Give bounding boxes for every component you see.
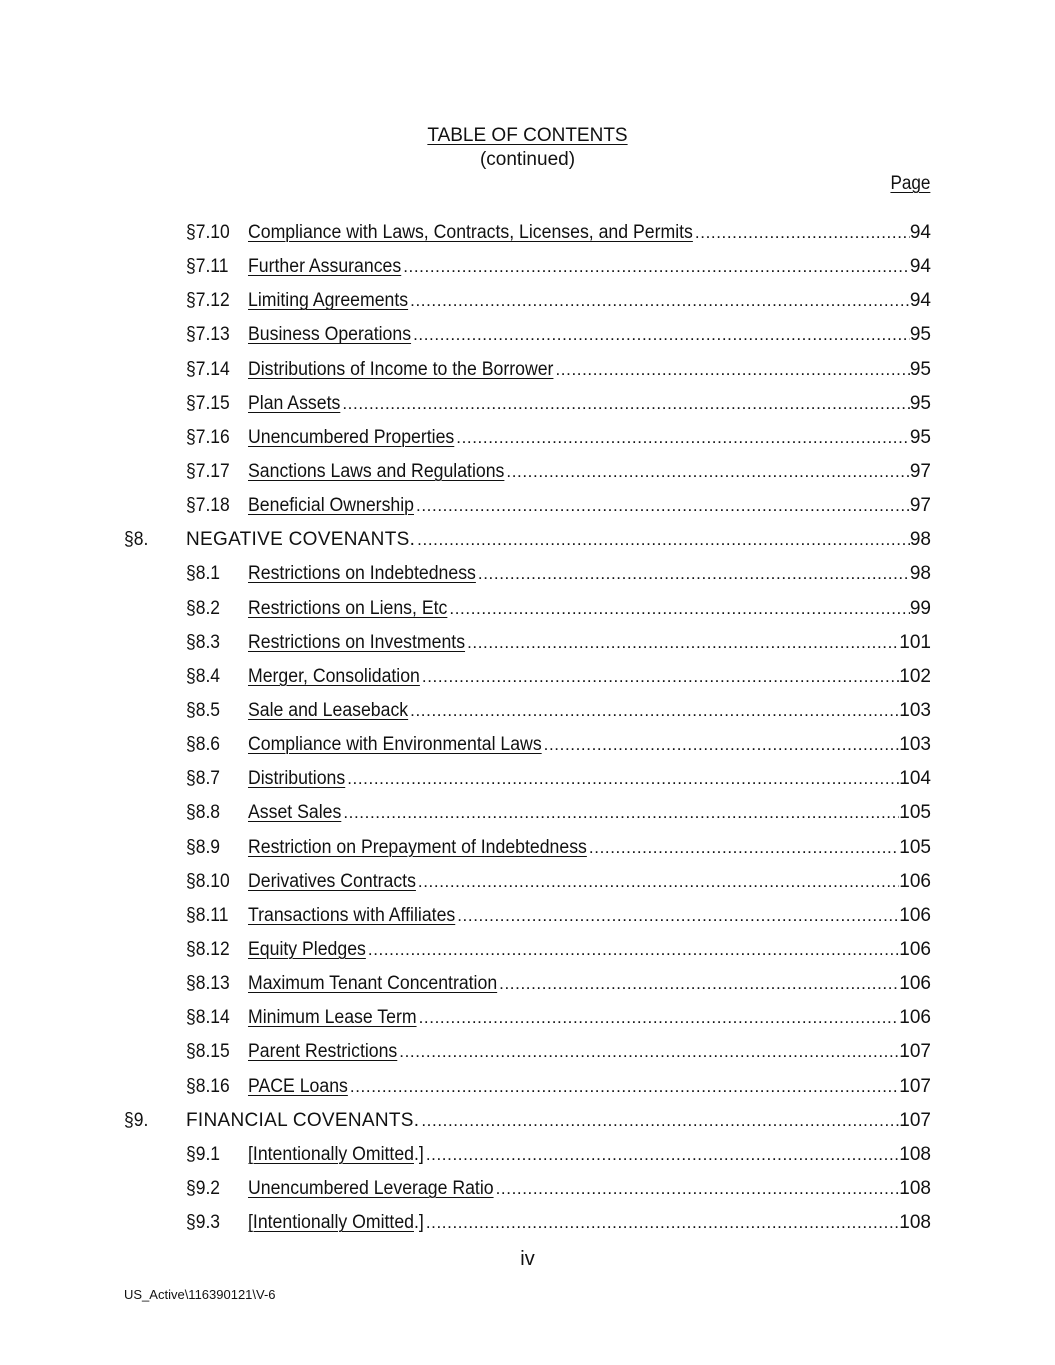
toc-article-entry[interactable] (124, 523, 931, 557)
section-title[interactable] (186, 1110, 419, 1132)
section-title-link[interactable]: Merger, Consolidation (248, 665, 420, 687)
page-reference: 102 (899, 665, 931, 687)
toc-section-entry[interactable] (124, 592, 931, 626)
toc-heading (0, 124, 1055, 172)
entry-body (248, 1041, 899, 1063)
section-title[interactable] (248, 222, 693, 244)
toc-subtitle: (continued) (479, 149, 576, 170)
dot-leader (496, 1179, 900, 1199)
dot-leader (457, 906, 899, 926)
section-number: §7.10 (186, 222, 230, 244)
toc-section-entry[interactable] (124, 284, 931, 318)
entry-body (248, 1212, 899, 1234)
page-reference: 108 (899, 1212, 931, 1234)
page-reference: 108 (899, 1178, 931, 1199)
section-number: §9. (124, 1109, 149, 1131)
entry-body (248, 666, 899, 688)
section-title-link[interactable]: Restrictions on Indebtedness (248, 563, 476, 585)
entry-body (248, 939, 899, 961)
entry-body (248, 359, 910, 381)
toc-section-entry[interactable] (124, 728, 931, 762)
section-title[interactable] (248, 1212, 424, 1234)
section-number: §7.13 (186, 324, 230, 346)
entry-body (248, 871, 899, 893)
entry-body (248, 1007, 899, 1029)
section-title[interactable] (248, 939, 366, 961)
toc-section-entry[interactable] (124, 967, 931, 1001)
section-title-suffix: FINANCIAL COVENANTS. (186, 1109, 420, 1131)
toc-section-entry[interactable] (124, 250, 931, 284)
toc-section-entry[interactable] (124, 318, 931, 352)
section-title[interactable] (248, 359, 553, 381)
dot-leader (499, 974, 899, 994)
toc-section-entry[interactable] (124, 557, 931, 591)
section-title[interactable] (248, 632, 465, 654)
toc-title: TABLE OF CONTENTS (427, 125, 628, 146)
section-title-link[interactable]: Plan Assets (248, 392, 341, 414)
section-title[interactable] (248, 461, 504, 483)
dot-leader (399, 1042, 899, 1062)
section-title-link[interactable]: [Intentionally Omitted (248, 1212, 414, 1234)
toc-section-entry[interactable] (124, 660, 931, 694)
page-reference: 106 (899, 973, 931, 995)
toc-section-entry[interactable] (124, 421, 931, 455)
page-reference: 106 (899, 939, 931, 961)
section-title[interactable] (248, 734, 542, 756)
dot-leader (418, 872, 899, 892)
toc-article-entry[interactable] (124, 1104, 931, 1138)
page-reference: 95 (909, 392, 931, 414)
section-title-link[interactable]: Beneficial Ownership (248, 495, 414, 517)
entry-body (186, 529, 910, 551)
entry-body (248, 802, 899, 824)
entry-body (248, 1076, 899, 1098)
entry-body (248, 290, 910, 312)
section-number: §7.15 (186, 392, 230, 414)
section-number: §8.10 (186, 870, 230, 892)
entry-body (248, 905, 899, 927)
section-number: §7.16 (186, 426, 230, 448)
section-title-link[interactable]: Restriction on Prepayment of Indebtedness (248, 836, 587, 858)
entry-body (248, 598, 910, 620)
section-number: §8.15 (186, 1041, 230, 1063)
section-title[interactable] (248, 802, 341, 824)
dot-leader (368, 940, 899, 960)
section-title[interactable] (248, 495, 414, 517)
section-title-suffix: NEGATIVE COVENANTS. (186, 529, 416, 551)
page-reference: 95 (909, 426, 931, 448)
page-reference: 101 (899, 631, 931, 653)
section-title-link[interactable]: [Intentionally Omitted (248, 1143, 414, 1165)
section-number: §7.12 (186, 290, 230, 312)
entry-body (248, 632, 899, 654)
section-title[interactable] (248, 427, 454, 449)
dot-leader (419, 1008, 900, 1028)
dot-leader (426, 1213, 899, 1233)
section-title-link[interactable]: Unencumbered Properties (248, 426, 455, 448)
entry-body (248, 461, 910, 483)
entry-body (248, 495, 910, 517)
toc-section-entry[interactable] (124, 796, 931, 830)
dot-leader (403, 257, 910, 277)
page-reference: 97 (909, 461, 931, 483)
toc-section-entry[interactable] (124, 1172, 931, 1206)
page-reference: 108 (899, 1143, 931, 1165)
toc-section-entry[interactable] (124, 899, 931, 933)
section-number: §8.14 (186, 1007, 230, 1029)
section-number: §8.3 (186, 631, 221, 653)
page-reference: 95 (909, 358, 931, 380)
entry-body (248, 256, 910, 278)
page-reference: 98 (909, 529, 931, 551)
section-title[interactable] (248, 290, 408, 312)
section-title-link[interactable]: Restrictions on Investments (248, 631, 466, 653)
section-number: §8.13 (186, 973, 230, 995)
toc-section-entry[interactable] (124, 1001, 931, 1035)
dot-leader (416, 496, 910, 516)
section-title-link[interactable]: Asset Sales (248, 802, 342, 824)
dot-leader (422, 667, 899, 687)
page-number: iv (520, 1248, 535, 1270)
section-number: §8.5 (186, 700, 221, 722)
section-title-link[interactable]: Transactions with Affiliates (248, 904, 456, 926)
page-reference: 94 (909, 222, 931, 244)
section-number: §9.1 (186, 1143, 221, 1165)
section-number: §7.14 (186, 358, 230, 380)
dot-leader (410, 701, 899, 721)
section-title-link[interactable]: Further Assurances (248, 256, 402, 278)
section-number: §7.18 (186, 495, 230, 517)
section-title-link[interactable]: Business Operations (248, 324, 412, 346)
dot-leader (343, 803, 899, 823)
page-reference: 106 (899, 1007, 931, 1029)
dot-leader (555, 360, 909, 380)
page-reference: 107 (899, 1075, 931, 1097)
section-title-link[interactable]: Restrictions on Liens, Etc (248, 597, 448, 619)
section-number: §8.4 (186, 665, 221, 687)
toc-section-entry[interactable] (124, 489, 931, 523)
section-number: §7.17 (186, 461, 230, 483)
section-title-suffix: .] (413, 1212, 424, 1234)
dot-leader (478, 564, 910, 584)
dot-leader (467, 633, 899, 653)
dot-leader (417, 530, 910, 550)
section-title-link[interactable]: PACE Loans (248, 1075, 348, 1097)
dot-leader (347, 769, 899, 789)
section-number: §8. (124, 529, 149, 551)
section-title[interactable] (248, 1041, 397, 1063)
entry-body (248, 734, 899, 756)
dot-leader (421, 1111, 899, 1131)
entry-body (248, 1144, 899, 1166)
entry-body (186, 1110, 899, 1132)
page-reference: 94 (909, 290, 931, 312)
dot-leader (342, 394, 910, 414)
section-title-link[interactable]: Limiting Agreements (248, 290, 409, 312)
section-number: §8.2 (186, 597, 221, 619)
page-reference: 107 (899, 1109, 931, 1131)
section-title[interactable] (248, 393, 340, 415)
dot-leader (426, 1145, 899, 1165)
entry-body (248, 1178, 899, 1200)
page-reference: 94 (909, 256, 931, 278)
dot-leader (589, 838, 899, 858)
entry-body (248, 837, 899, 859)
toc-section-entry[interactable] (124, 762, 931, 796)
section-title-link[interactable]: Distributions of Income to the Borrower (248, 358, 554, 380)
dot-leader (350, 1077, 899, 1097)
section-title[interactable] (248, 1007, 417, 1029)
dot-leader (449, 599, 909, 619)
toc-section-entry[interactable] (124, 387, 931, 421)
toc-section-entry[interactable] (124, 865, 931, 899)
toc-section-entry[interactable] (124, 626, 931, 660)
toc-section-entry[interactable] (124, 1070, 931, 1104)
page-reference: 105 (899, 836, 931, 858)
section-number: §9.3 (186, 1212, 221, 1234)
section-title-link[interactable]: Distributions (248, 768, 346, 790)
page-reference: 105 (899, 802, 931, 824)
section-title-link[interactable]: Compliance with Laws, Contracts, Licenses, and Permits (248, 222, 693, 244)
page-reference: 103 (899, 700, 931, 722)
section-title[interactable] (248, 563, 476, 585)
section-title-link[interactable]: Compliance with Environmental Laws (248, 734, 542, 756)
section-number: §8.11 (186, 904, 229, 926)
entry-body (248, 393, 910, 415)
entry-body (248, 563, 910, 585)
section-title-link[interactable]: Minimum Lease Term (248, 1007, 417, 1029)
section-title-link[interactable]: Unencumbered Leverage Ratio (248, 1178, 494, 1199)
section-title-link[interactable]: Equity Pledges (248, 939, 366, 961)
section-title-link[interactable]: Maximum Tenant Concentration (248, 973, 498, 995)
section-title[interactable] (248, 768, 345, 790)
section-number: §8.6 (186, 734, 221, 756)
section-title[interactable] (248, 324, 411, 346)
page-reference: 103 (899, 734, 931, 756)
section-number: §8.9 (186, 836, 221, 858)
dot-leader (695, 223, 910, 243)
dot-leader (413, 325, 910, 345)
section-title[interactable] (248, 1076, 348, 1098)
page-reference: 97 (909, 495, 931, 517)
section-title-link[interactable]: Sanctions Laws and Regulations (248, 461, 505, 483)
dot-leader (410, 291, 910, 311)
toc-section-entry[interactable] (124, 1035, 931, 1069)
section-number: §8.7 (186, 768, 221, 790)
section-title[interactable] (248, 1178, 494, 1200)
toc-section-entry[interactable] (124, 694, 931, 728)
toc-section-entry[interactable] (124, 1206, 931, 1240)
page-reference: 104 (899, 768, 931, 790)
page-reference: 107 (899, 1041, 931, 1063)
toc-section-entry[interactable] (124, 933, 931, 967)
entry-body (248, 324, 910, 346)
page-column-label: Page (890, 173, 930, 194)
section-title[interactable] (186, 529, 415, 551)
section-title[interactable] (248, 700, 408, 722)
toc-list (124, 216, 931, 1240)
section-title[interactable] (248, 666, 420, 688)
page-reference: 98 (909, 563, 931, 585)
page-reference: 99 (909, 597, 931, 619)
document-id: US_Active\116390121\V-6 (124, 1287, 276, 1302)
section-title-suffix: .] (413, 1143, 424, 1165)
section-number: §8.12 (186, 939, 230, 961)
dot-leader (456, 428, 910, 448)
section-title-link[interactable]: Parent Restrictions (248, 1041, 398, 1063)
dot-leader (506, 462, 909, 482)
section-title-link[interactable]: Sale and Leaseback (248, 700, 409, 722)
section-number: §8.1 (186, 563, 221, 585)
entry-body (248, 700, 899, 722)
entry-body (248, 222, 910, 244)
entry-body (248, 973, 899, 995)
section-number: §9.2 (186, 1178, 221, 1199)
section-title[interactable] (248, 1144, 424, 1166)
entry-body (248, 427, 910, 449)
toc-section-entry[interactable] (124, 455, 931, 489)
section-title[interactable] (248, 973, 497, 995)
section-title[interactable] (248, 871, 416, 893)
section-title[interactable] (248, 256, 401, 278)
toc-section-entry[interactable] (124, 1138, 931, 1172)
toc-section-entry[interactable] (124, 353, 931, 387)
entry-body (248, 768, 899, 790)
page-reference: 95 (909, 324, 931, 346)
section-number: §8.16 (186, 1075, 230, 1097)
page-reference: 106 (899, 870, 931, 892)
section-number: §7.11 (186, 256, 229, 278)
section-title-link[interactable]: Derivatives Contracts (248, 870, 416, 892)
section-title[interactable] (248, 905, 455, 927)
page-reference: 106 (899, 904, 931, 926)
section-number: §8.8 (186, 802, 221, 824)
section-title[interactable] (248, 598, 447, 620)
dot-leader (544, 735, 900, 755)
toc-section-entry[interactable] (124, 831, 931, 865)
toc-section-entry[interactable] (124, 216, 931, 250)
section-title[interactable] (248, 837, 587, 859)
